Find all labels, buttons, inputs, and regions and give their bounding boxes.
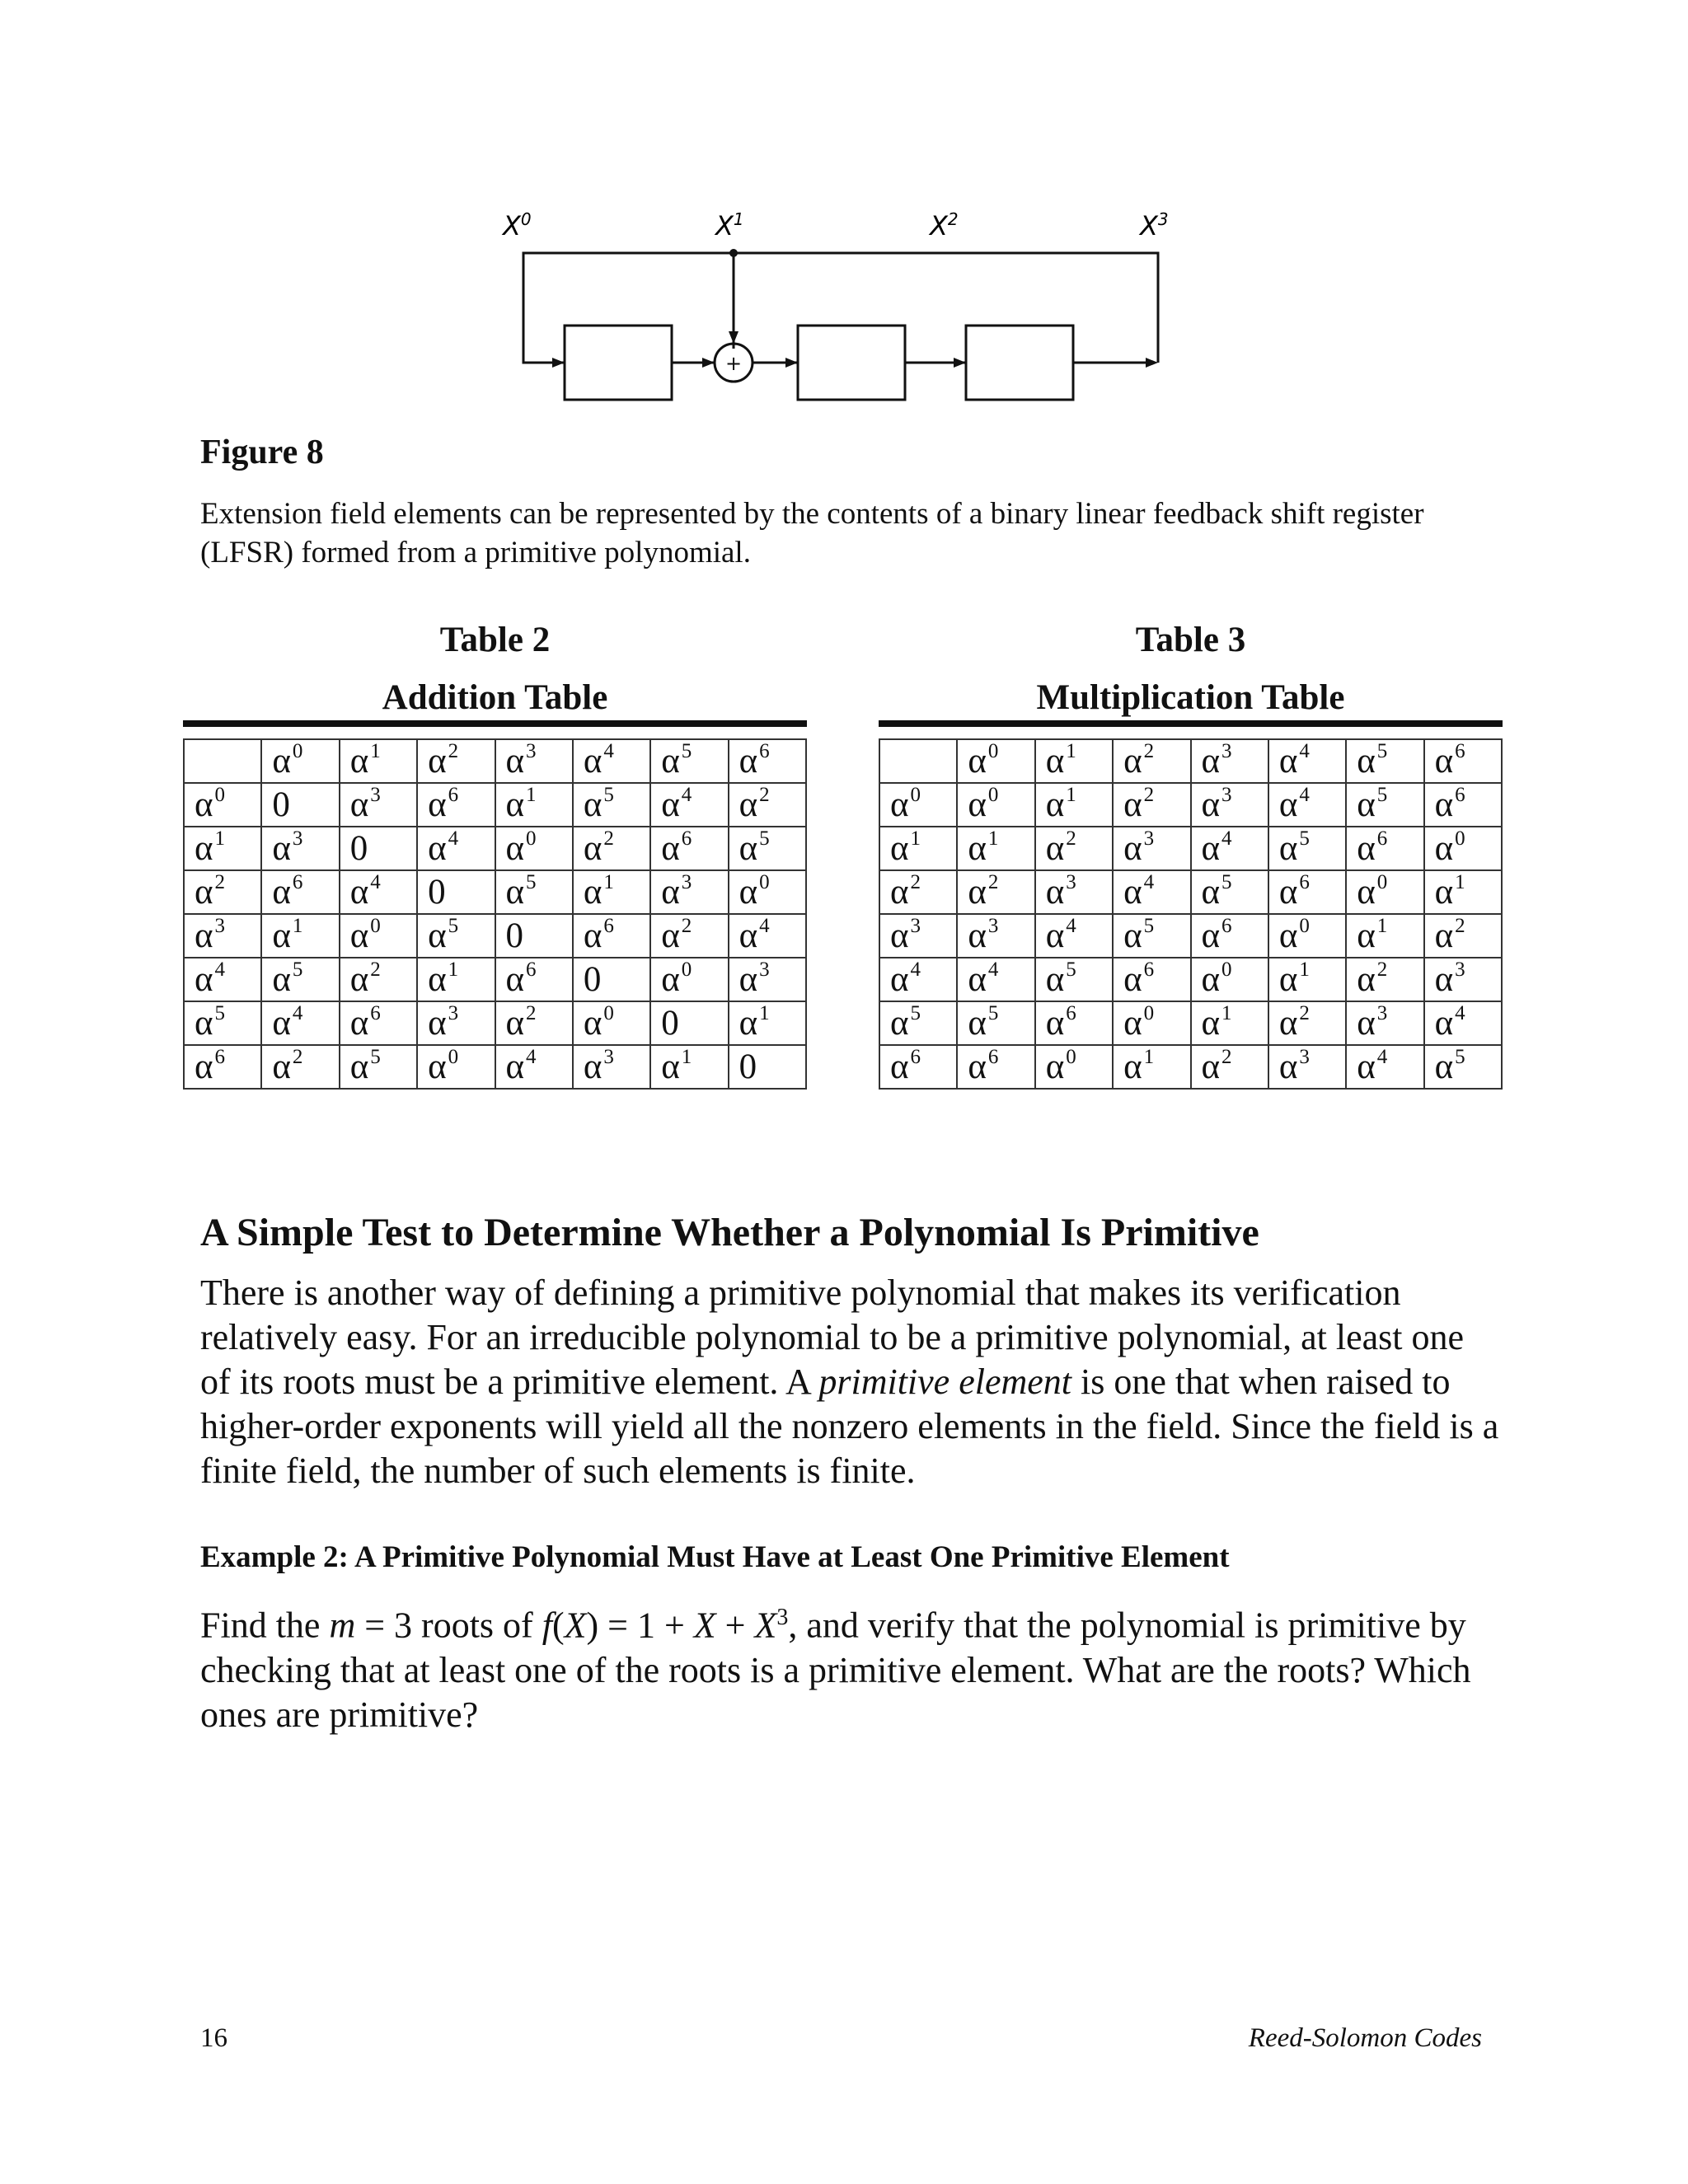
running-footer-title: Reed-Solomon Codes — [1248, 2023, 1482, 2053]
table-row — [184, 827, 806, 870]
table-cell: $\alpha^3$ — [1346, 1001, 1423, 1045]
table-cell: $\alpha^0$ — [573, 1001, 650, 1045]
table-cell: $\alpha^2$ — [261, 1045, 339, 1089]
column-header-1: $\alpha^1$ — [340, 739, 417, 783]
label-x2: $X^2$ — [930, 209, 959, 241]
addition-table-title: Addition Table — [382, 678, 608, 717]
column-header-3: $\alpha^3$ — [495, 739, 573, 783]
table-cell: $\alpha^5$ — [1268, 827, 1346, 870]
table-cell: $\alpha^3$ — [417, 1001, 495, 1045]
table-cell: $\alpha^4$ — [650, 783, 728, 827]
table-cell: $\alpha^4$ — [1113, 870, 1190, 914]
table-row — [879, 914, 1502, 958]
table-row — [879, 870, 1502, 914]
table-cell: $\alpha^6$ — [340, 1001, 417, 1045]
table-cell: $\alpha^0$ — [1191, 958, 1268, 1001]
column-header-2: $\alpha^2$ — [1113, 739, 1190, 783]
table-cell: $\alpha^0$ — [1346, 870, 1423, 914]
table-header-row — [184, 739, 806, 783]
row-header-2: $\alpha^2$ — [184, 870, 261, 914]
table-cell: 0 — [650, 1001, 728, 1045]
table-row — [184, 870, 806, 914]
table-cell: $\alpha^6$ — [1035, 1001, 1113, 1045]
addition-table-block — [183, 620, 807, 1090]
table-row — [184, 914, 806, 958]
table-cell: $\alpha^4$ — [340, 870, 417, 914]
table-cell: $\alpha^5$ — [1035, 958, 1113, 1001]
tap-dot — [729, 249, 738, 257]
column-header-1: $\alpha^1$ — [1035, 739, 1113, 783]
register-stage-1 — [798, 326, 905, 400]
table-cell: $\alpha^6$ — [261, 870, 339, 914]
table-row — [184, 1045, 806, 1089]
row-header-6: $\alpha^6$ — [184, 1045, 261, 1089]
row-header-1: $\alpha^1$ — [879, 827, 957, 870]
table-cell: $\alpha^5$ — [1113, 914, 1190, 958]
table-cell: 0 — [495, 914, 573, 958]
table-cell: $\alpha^2$ — [1268, 1001, 1346, 1045]
arrow-into-r1 — [785, 358, 798, 368]
table-cell: $\alpha^1$ — [1035, 783, 1113, 827]
table-cell: $\alpha^5$ — [729, 827, 806, 870]
column-header-5: $\alpha^5$ — [650, 739, 728, 783]
arrow-into-r0 — [552, 358, 565, 368]
column-header-0: $\alpha^0$ — [261, 739, 339, 783]
table-cell: $\alpha^4$ — [957, 958, 1034, 1001]
table-cell: $\alpha^6$ — [957, 1045, 1034, 1089]
column-header-2: $\alpha^2$ — [417, 739, 495, 783]
table-cell: $\alpha^3$ — [1191, 783, 1268, 827]
table-cell: $\alpha^0$ — [729, 870, 806, 914]
table-cell: $\alpha^1$ — [650, 1045, 728, 1089]
table-corner-cell — [879, 739, 957, 783]
lfsr-diagram — [486, 202, 1187, 408]
row-header-6: $\alpha^6$ — [879, 1045, 957, 1089]
table-cell: $\alpha^3$ — [1113, 827, 1190, 870]
example-heading: Example 2: A Primitive Polynomial Must Have at Least One Primitive Element — [200, 1540, 1230, 1574]
table-cell: $\alpha^2$ — [1424, 914, 1502, 958]
figure-caption: Extension field elements can be represented by the contents of a binary linear feedback shift register (LFSR) formed from a primitive polynomial. — [200, 497, 1424, 569]
table-cell: $\alpha^6$ — [1424, 783, 1502, 827]
table-cell: $\alpha^4$ — [729, 914, 806, 958]
table-cell: $\alpha^1$ — [1424, 870, 1502, 914]
multiplication-table-title: Multiplication Table — [1036, 678, 1345, 717]
multiplication-table — [879, 738, 1503, 1090]
table-row — [879, 827, 1502, 870]
example-paragraph: Find the m = 3 roots of $f(X) = 1 + X + X^3$, and verify that the polynomial is primitive by checking that at least one of the roots is a primitive element. What are the roots? Which ones are primitive? — [200, 1605, 1471, 1735]
row-header-0: $\alpha^0$ — [879, 783, 957, 827]
arrow-into-feedback — [1146, 358, 1158, 368]
row-header-3: $\alpha^3$ — [879, 914, 957, 958]
table-cell: $\alpha^1$ — [729, 1001, 806, 1045]
column-header-0: $\alpha^0$ — [957, 739, 1034, 783]
table-cell: $\alpha^6$ — [1113, 958, 1190, 1001]
table-cell: $\alpha^5$ — [340, 1045, 417, 1089]
row-header-5: $\alpha^5$ — [879, 1001, 957, 1045]
table-cell: $\alpha^4$ — [1268, 783, 1346, 827]
table-cell: $\alpha^2$ — [1113, 783, 1190, 827]
table-cell: $\alpha^1$ — [573, 870, 650, 914]
multiplication-table-number: Table 3 — [1135, 621, 1246, 659]
column-header-4: $\alpha^4$ — [573, 739, 650, 783]
column-header-3: $\alpha^3$ — [1191, 739, 1268, 783]
table-row — [879, 1001, 1502, 1045]
table-cell: $\alpha^6$ — [417, 783, 495, 827]
table-cell: $\alpha^1$ — [1113, 1045, 1190, 1089]
table-cell: $\alpha^2$ — [1035, 827, 1113, 870]
table-cell: $\alpha^4$ — [1035, 914, 1113, 958]
table-row — [879, 958, 1502, 1001]
row-header-4: $\alpha^4$ — [184, 958, 261, 1001]
table-cell: 0 — [261, 783, 339, 827]
table-cell: $\alpha^5$ — [1424, 1045, 1502, 1089]
feedback-line — [523, 253, 1158, 363]
addition-table-rule — [183, 720, 807, 727]
table-cell: $\alpha^3$ — [261, 827, 339, 870]
table-cell: $\alpha^1$ — [417, 958, 495, 1001]
table-cell: $\alpha^5$ — [573, 783, 650, 827]
table-cell: $\alpha^4$ — [1346, 1045, 1423, 1089]
table-cell: $\alpha^5$ — [1191, 870, 1268, 914]
table-cell: $\alpha^6$ — [1346, 827, 1423, 870]
table-cell: $\alpha^0$ — [1268, 914, 1346, 958]
table-cell: 0 — [729, 1045, 806, 1089]
row-header-2: $\alpha^2$ — [879, 870, 957, 914]
table-cell: $\alpha^6$ — [1268, 870, 1346, 914]
table-cell: $\alpha^6$ — [573, 914, 650, 958]
page-number: 16 — [200, 2023, 227, 2053]
table-cell: $\alpha^3$ — [1268, 1045, 1346, 1089]
table-corner-cell — [184, 739, 261, 783]
table-cell: $\alpha^2$ — [340, 958, 417, 1001]
table-cell: $\alpha^2$ — [495, 1001, 573, 1045]
table-cell: $\alpha^5$ — [1346, 783, 1423, 827]
table-cell: $\alpha^1$ — [1191, 1001, 1268, 1045]
row-header-1: $\alpha^1$ — [184, 827, 261, 870]
table-cell: $\alpha^0$ — [1424, 827, 1502, 870]
arrow-into-adder-top — [729, 331, 738, 344]
table-cell: $\alpha^0$ — [650, 958, 728, 1001]
table-cell: $\alpha^2$ — [1346, 958, 1423, 1001]
section-heading: A Simple Test to Determine Whether a Polynomial Is Primitive — [200, 1211, 1259, 1254]
table-cell: $\alpha^6$ — [650, 827, 728, 870]
table-row — [879, 1045, 1502, 1089]
row-header-0: $\alpha^0$ — [184, 783, 261, 827]
table-row — [879, 783, 1502, 827]
table-cell: $\alpha^2$ — [729, 783, 806, 827]
register-stage-2 — [966, 326, 1073, 400]
label-x3: $X^3$ — [1140, 209, 1169, 241]
arrow-into-adder-left — [702, 358, 715, 368]
table-cell: $\alpha^3$ — [1424, 958, 1502, 1001]
table-cell: $\alpha^3$ — [650, 870, 728, 914]
table-cell: $\alpha^2$ — [1191, 1045, 1268, 1089]
section-paragraph: There is another way of defining a primitive polynomial that makes its verification relatively easy. For an irreducible polynomial to be a primitive polynomial, at least one of its roots must be a primitive element. A primitive element is one that when raised to higher-order exponents will yield all the nonzero elements in the field. Since the field is a finite field, the number of such elements is finite. — [200, 1272, 1499, 1491]
row-header-5: $\alpha^5$ — [184, 1001, 261, 1045]
table-cell: $\alpha^4$ — [1424, 1001, 1502, 1045]
table-cell: $\alpha^2$ — [957, 870, 1034, 914]
table-cell: $\alpha^5$ — [417, 914, 495, 958]
table-cell: $\alpha^0$ — [1113, 1001, 1190, 1045]
table-cell: $\alpha^5$ — [957, 1001, 1034, 1045]
table-cell: $\alpha^6$ — [1191, 914, 1268, 958]
table-cell: 0 — [573, 958, 650, 1001]
register-labels — [501, 209, 1169, 241]
register-stage-0 — [565, 326, 672, 400]
table-cell: $\alpha^4$ — [417, 827, 495, 870]
row-header-3: $\alpha^3$ — [184, 914, 261, 958]
table-cell: $\alpha^3$ — [340, 783, 417, 827]
label-x1: $X^1$ — [715, 209, 744, 241]
arrow-into-r2 — [954, 358, 966, 368]
table-header-row — [879, 739, 1502, 783]
table-cell: $\alpha^0$ — [340, 914, 417, 958]
column-header-4: $\alpha^4$ — [1268, 739, 1346, 783]
column-header-6: $\alpha^6$ — [1424, 739, 1502, 783]
column-header-5: $\alpha^5$ — [1346, 739, 1423, 783]
table-cell: $\alpha^2$ — [650, 914, 728, 958]
table-row — [184, 783, 806, 827]
table-cell: $\alpha^5$ — [261, 958, 339, 1001]
table-cell: $\alpha^1$ — [957, 827, 1034, 870]
table-cell: $\alpha^4$ — [261, 1001, 339, 1045]
table-cell: $\alpha^4$ — [495, 1045, 573, 1089]
table-cell: $\alpha^5$ — [495, 870, 573, 914]
table-cell: $\alpha^6$ — [495, 958, 573, 1001]
table-cell: 0 — [417, 870, 495, 914]
table-cell: $\alpha^1$ — [1346, 914, 1423, 958]
label-x0: $X^0$ — [503, 209, 532, 241]
multiplication-table-rule — [879, 720, 1503, 727]
primitive-element-term: primitive element — [818, 1361, 1072, 1402]
table-cell: $\alpha^1$ — [261, 914, 339, 958]
addition-table — [183, 738, 807, 1090]
row-header-4: $\alpha^4$ — [879, 958, 957, 1001]
column-header-6: $\alpha^6$ — [729, 739, 806, 783]
table-cell: $\alpha^3$ — [957, 914, 1034, 958]
table-cell: $\alpha^1$ — [1268, 958, 1346, 1001]
adder-plus: + — [724, 352, 743, 375]
multiplication-table-block — [879, 620, 1503, 1090]
table-cell: $\alpha^0$ — [957, 783, 1034, 827]
table-cell: $\alpha^0$ — [417, 1045, 495, 1089]
table-cell: $\alpha^3$ — [729, 958, 806, 1001]
table-cell: $\alpha^4$ — [1191, 827, 1268, 870]
addition-table-number: Table 2 — [439, 621, 551, 659]
table-cell: 0 — [340, 827, 417, 870]
table-cell: $\alpha^0$ — [495, 827, 573, 870]
table-cell: $\alpha^1$ — [495, 783, 573, 827]
table-row — [184, 958, 806, 1001]
table-row — [184, 1001, 806, 1045]
table-cell: $\alpha^0$ — [1035, 1045, 1113, 1089]
figure-label: Figure 8 — [200, 434, 324, 471]
table-cell: $\alpha^2$ — [573, 827, 650, 870]
table-cell: $\alpha^3$ — [1035, 870, 1113, 914]
table-cell: $\alpha^3$ — [573, 1045, 650, 1089]
